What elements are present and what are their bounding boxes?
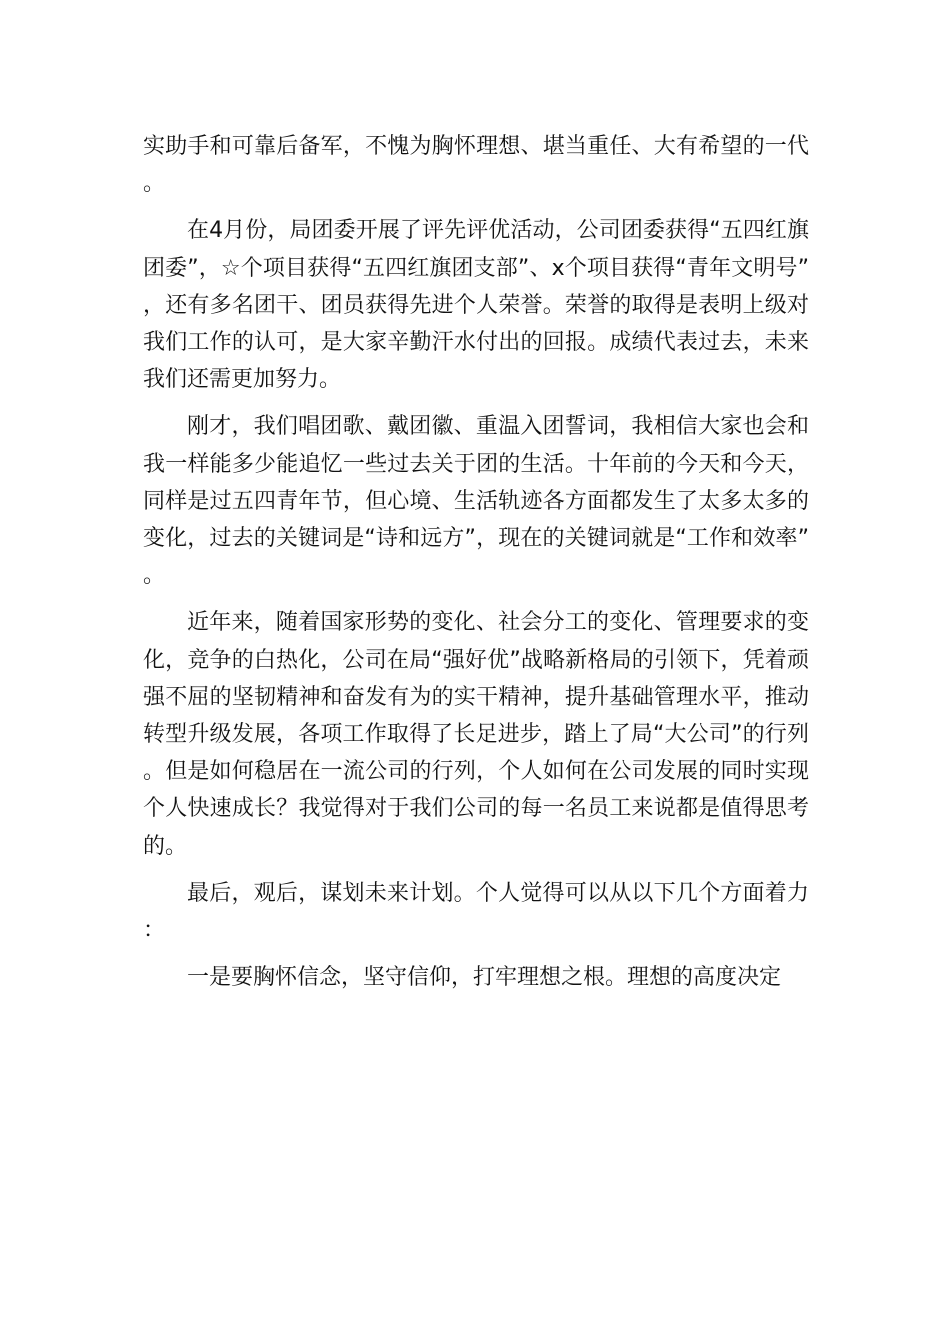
paragraph-3: 刚才，我们唱团歌、戴团徽、重温入团誓词，我相信大家也会和我一样能多少能追忆一些过去关于团的生活。十年前的今天和今天，同样是过五四青年节，但心境、生活轨迹各方面都发生了太多太多的变化，过去的关键词是“诗和远方”，现在的关键词就是“工作和效率”。 <box>143 414 809 589</box>
paragraph-2: 在4月份，局团委开展了评先评优活动，公司团委获得“五四红旗团委”，☆个项目获得“五四红旗团支部”、x个项目获得“青年文明号”，还有多名团干、团员获得先进个人荣誉。荣誉的取得是表明上级对我们工作的认可，是大家辛勤汗水付出的回报。成绩代表过去，未来我们还需更加努力。 <box>143 218 809 393</box>
document-body <box>143 128 809 996</box>
paragraph-5: 最后，观后，谋划未来计划。个人觉得可以从以下几个方面着力： <box>143 880 809 944</box>
paragraph-1: 实助手和可靠后备军，不愧为胸怀理想、堪当重任、大有希望的一代。 <box>143 134 809 197</box>
paragraph-6: 一是要胸怀信念，坚守信仰，打牢理想之根。理想的高度决定 <box>187 965 782 991</box>
paragraph-4: 近年来，随着国家形势的变化、社会分工的变化、管理要求的变化，竞争的白热化，公司在局“强好优”战略新格局的引领下，凭着顽强不屈的坚韧精神和奋发有为的实干精神，提升基础管理水平，推动转型升级发展，各项工作取得了长足进步，踏上了局“大公司”的行列。但是如何稳居在一流公司的行列，个人如何在公司发展的同时实现个人快速成长？我觉得对于我们公司的每一名员工来说都是值得思考的。 <box>143 610 809 859</box>
